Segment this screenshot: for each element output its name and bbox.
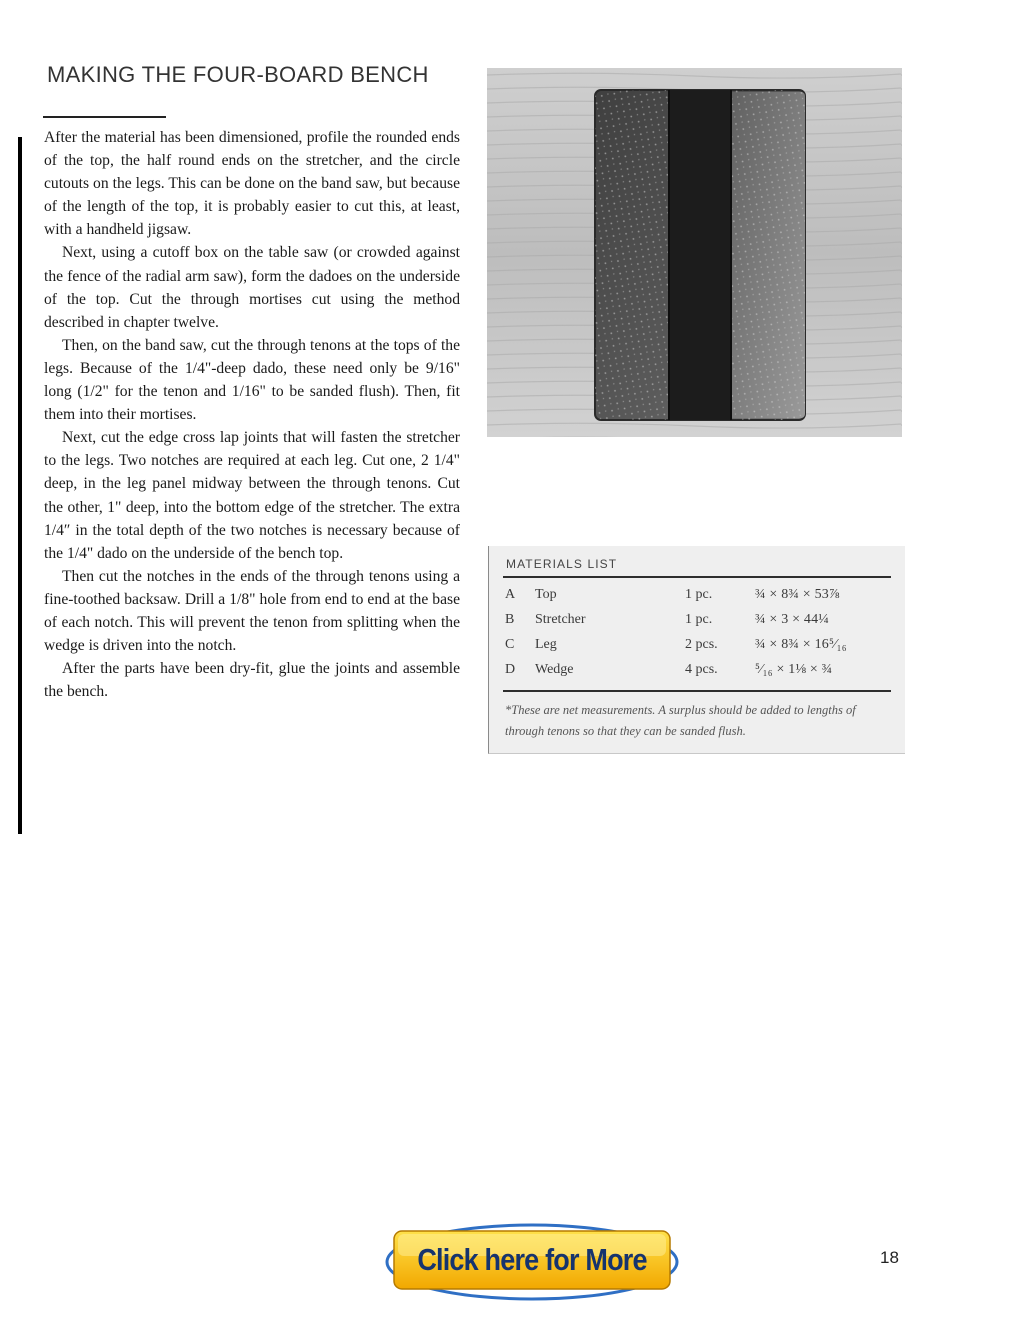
materials-row-part: Wedge bbox=[535, 662, 574, 677]
materials-row-letter: D bbox=[505, 662, 516, 677]
materials-row bbox=[505, 609, 885, 631]
materials-row-part: Top bbox=[535, 587, 557, 602]
materials-row-qty: 4 pcs. bbox=[685, 662, 718, 677]
left-margin-rule bbox=[18, 137, 22, 834]
materials-row-qty: 1 pc. bbox=[685, 612, 713, 627]
materials-row-qty: 2 pcs. bbox=[685, 637, 718, 652]
paragraph-5: Then cut the notches in the ends of the through tenons using a fine-toothed backsaw. Drill a 1/8" hole from end to end at the base of each notch. This will prevent the tenon from splitting when the wedge is driven into the notch. bbox=[44, 567, 460, 655]
banner-label: Click here for More bbox=[417, 1243, 647, 1277]
materials-row-part: Stretcher bbox=[535, 612, 586, 627]
materials-list-top-rule bbox=[503, 576, 891, 578]
materials-list-bottom-rule bbox=[503, 690, 891, 692]
materials-list-note: *These are net measurements. A surplus should be added to lengths of through tenons so that they can be sanded flush. bbox=[505, 703, 856, 738]
materials-list-heading: MATERIALS LIST bbox=[506, 557, 618, 571]
materials-row-size: ¾ × 8¾ × 53⅞ bbox=[755, 587, 840, 602]
paragraph-4: Next, cut the edge cross lap joints that will fasten the stretcher to the legs. Two notches are required at each leg. Cut one, 2 1/4" deep, in the leg panel midway between the through tenons. Cut the other, 1" deep, into the bottom edge of the stretcher. The extra 1/4″ in the total depth of the two notches is necessary because of the 1/4" dado on the underside of the bench top. bbox=[44, 429, 460, 562]
materials-row-part: Leg bbox=[535, 637, 557, 652]
body-text bbox=[44, 126, 460, 703]
paragraph-1: After the material has been dimensioned, profile the rounded ends of the top, the half round ends on the stretcher, and the circle cutouts on the legs. This can be done on the band saw, but because of the length of the top, it is probably easier to cut this, at least, with a handheld jigsaw. bbox=[44, 129, 460, 239]
materials-row bbox=[505, 634, 885, 656]
title-underline bbox=[43, 116, 166, 118]
materials-row-size: ⁵⁄₁₆ × 1⅛ × ¾ bbox=[755, 662, 833, 677]
materials-row-qty: 1 pc. bbox=[685, 587, 713, 602]
page-title: MAKING THE FOUR-BOARD BENCH bbox=[47, 62, 429, 87]
materials-row-size: ¾ × 8¾ × 16⁵⁄₁₆ bbox=[755, 637, 847, 652]
wedged-tenon-photo-drawing bbox=[487, 68, 902, 437]
materials-row bbox=[505, 659, 885, 681]
materials-row-size: ¾ × 3 × 44¼ bbox=[755, 612, 829, 627]
materials-row bbox=[505, 584, 885, 606]
click-here-for-more-button[interactable] bbox=[384, 1222, 680, 1302]
page-number: 18 bbox=[880, 1248, 899, 1267]
paragraph-3: Then, on the band saw, cut the through tenons at the tops of the legs. Because of the 1/4"-deep dado, these need only be 9/16" long (1/2" for the tenon and 1/16" to be sanded flush). Then, fit them into their mortises. bbox=[44, 336, 460, 424]
materials-list-panel bbox=[488, 546, 905, 754]
materials-row-letter: C bbox=[505, 637, 515, 652]
materials-row-letter: A bbox=[505, 587, 516, 602]
wedged-tenon-photo bbox=[487, 68, 902, 437]
materials-row-letter: B bbox=[505, 612, 515, 627]
paragraph-6: After the parts have been dry-fit, glue the joints and assemble the bench. bbox=[44, 660, 460, 701]
paragraph-2: Next, using a cutoff box on the table saw (or crowded against the fence of the radial arm saw), form the dadoes on the underside of the top. Cut the through mortises cut using the method described in chapter twelve. bbox=[44, 244, 460, 331]
